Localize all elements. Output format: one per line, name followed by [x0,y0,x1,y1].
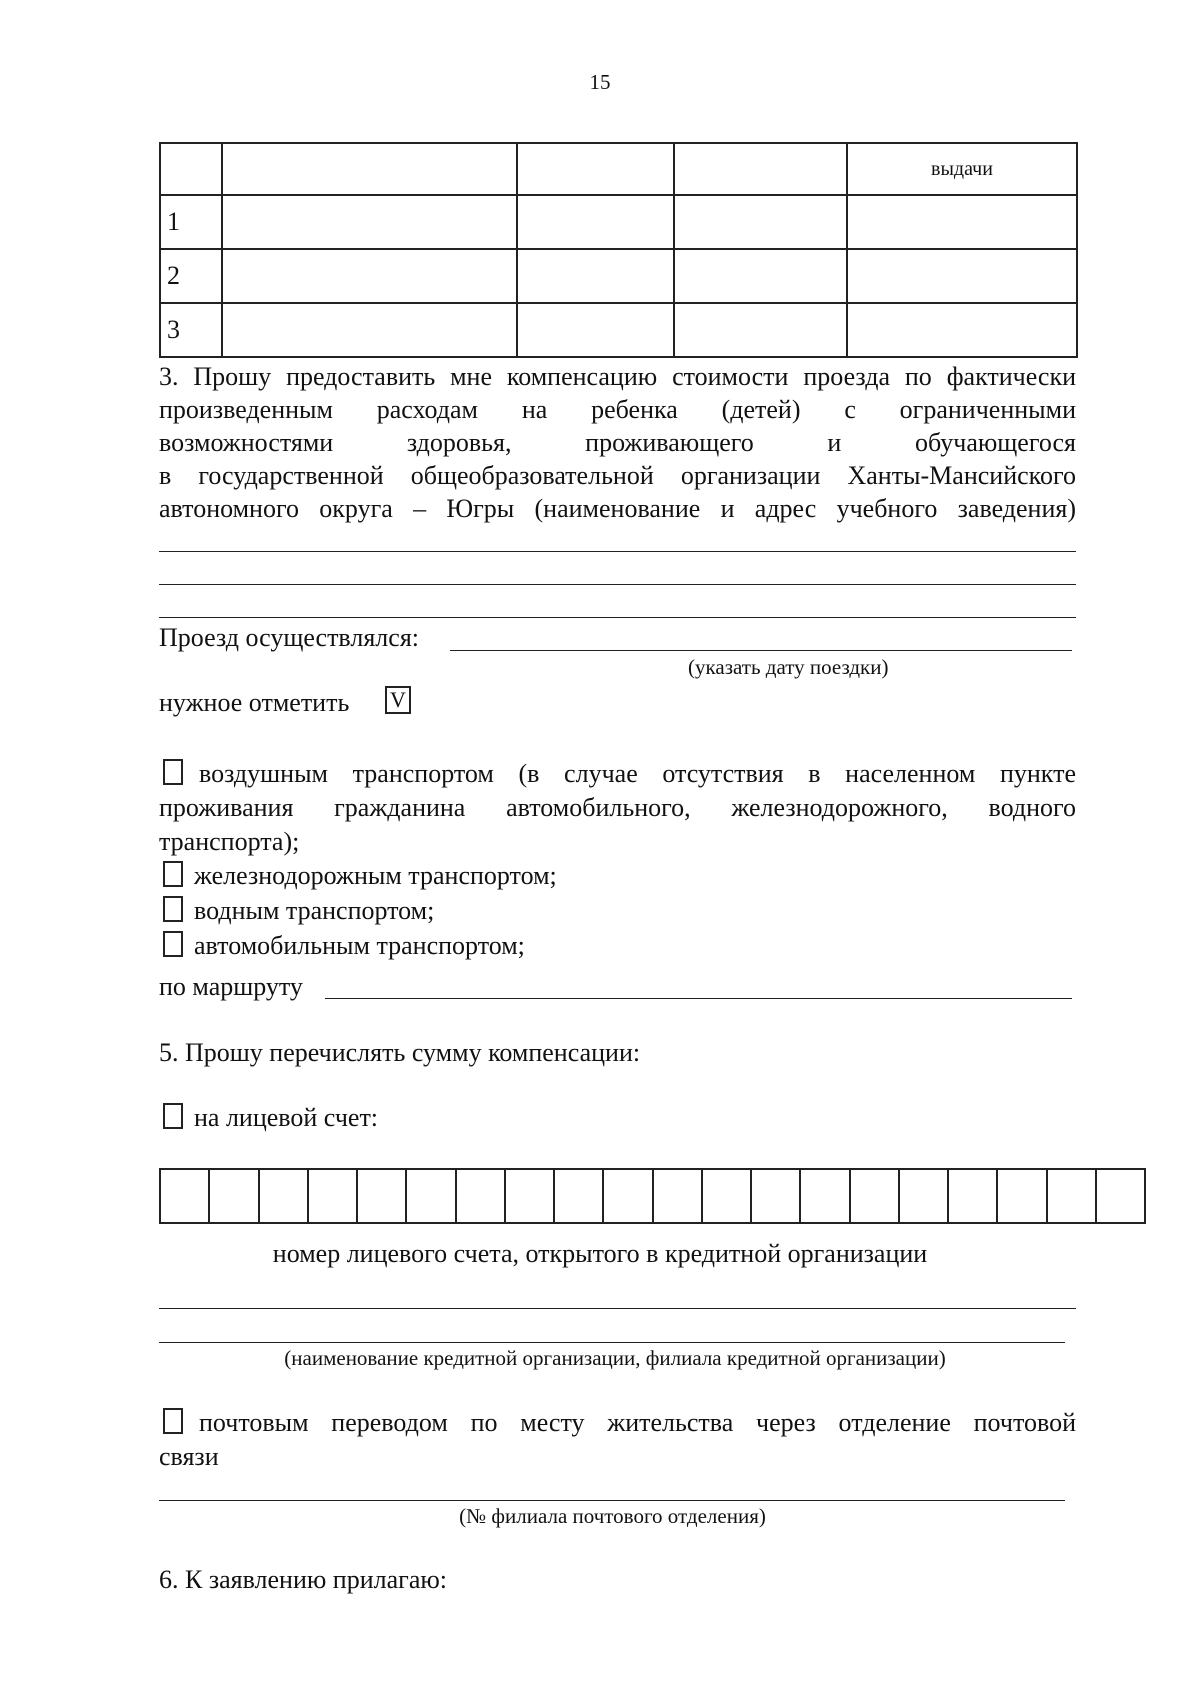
table-cell[interactable] [847,303,1077,357]
postal-checkbox[interactable] [163,1408,183,1434]
table-cell[interactable] [222,195,517,249]
table-header-issue: выдачи [847,143,1077,195]
air-line3: транспорта); [159,827,300,856]
postal-line2: связи [159,1442,219,1471]
school-line-3[interactable] [159,617,1076,618]
section3-line4: в государственной общеобразовательной организации Ханты-Мансийского [159,461,1076,490]
route-field[interactable] [325,998,1072,999]
bank-name-line-2[interactable] [159,1342,1065,1343]
attachment-table [159,142,1078,358]
route-label: по маршруту [159,972,303,1001]
section5-title: 5. Прошу перечислять сумму компенсации: [159,1038,641,1067]
table-cell[interactable] [517,249,674,303]
account-number-boxes[interactable] [159,1168,1146,1224]
table-row [160,195,1077,249]
table-cell[interactable] [674,249,847,303]
account-checkbox[interactable] [163,1103,183,1129]
table-cell[interactable] [222,303,517,357]
table-cell[interactable] [222,249,517,303]
water-label: водным транспортом; [194,896,435,925]
rail-checkbox[interactable] [163,861,183,887]
postal-branch-field[interactable] [159,1500,1065,1501]
table-row [160,303,1077,357]
postal-caption: (№ филиала почтового отделения) [459,1504,766,1528]
air-line1: воздушным транспортом (в случае отсутствия в населенном пункте [199,759,1076,788]
section3-line1: 3. Прошу предоставить мне компенсацию стоимости проезда по фактически [159,362,1076,391]
section3-line3: возможностями здоровья, проживающего и обучающегося [159,428,1076,457]
table-cell[interactable] [517,195,674,249]
table-cell[interactable] [847,249,1077,303]
travel-date-field[interactable] [450,650,1072,651]
section3-line5: автономного округа – Югры (наименование и адрес учебного заведения) [159,494,1076,523]
table-header-row [160,143,1077,195]
postal-line1: почтовым переводом по месту жительства через отделение почтовой [199,1408,1076,1437]
rail-label: железнодорожным транспортом; [194,861,557,890]
table-cell[interactable] [517,303,674,357]
row-number: 3 [160,303,222,357]
account-option-label: на лицевой счет: [194,1103,379,1132]
table-cell[interactable] [847,195,1077,249]
section6-title: 6. К заявлению прилагаю: [159,1565,448,1594]
table-cell[interactable] [674,195,847,249]
travel-date-caption: (указать дату поездки) [688,655,889,679]
table-row [160,249,1077,303]
bank-caption: (наименование кредитной организации, филиала кредитной организации) [284,1346,946,1370]
account-number-caption: номер лицевого счета, открытого в кредитной организации [272,1239,928,1268]
school-line-1[interactable] [159,551,1076,552]
mark-example-box: V [385,686,411,714]
table-cell[interactable] [674,303,847,357]
mark-label: нужное отметить [159,688,350,717]
bank-name-line-1[interactable] [159,1308,1076,1309]
section3-line2: произведенным расходам на ребенка (детей) с ограниченными [159,395,1076,424]
water-checkbox[interactable] [163,896,183,922]
row-number: 2 [160,249,222,303]
air-line2: проживания гражданина автомобильного, железнодорожного, водного [159,793,1076,822]
air-checkbox[interactable] [163,759,183,785]
page-number: 15 [589,70,611,94]
auto-checkbox[interactable] [163,931,183,957]
auto-label: автомобильным транспортом; [194,931,525,960]
row-number: 1 [160,195,222,249]
school-line-2[interactable] [159,584,1076,585]
travel-label: Проезд осуществлялся: [159,623,419,652]
